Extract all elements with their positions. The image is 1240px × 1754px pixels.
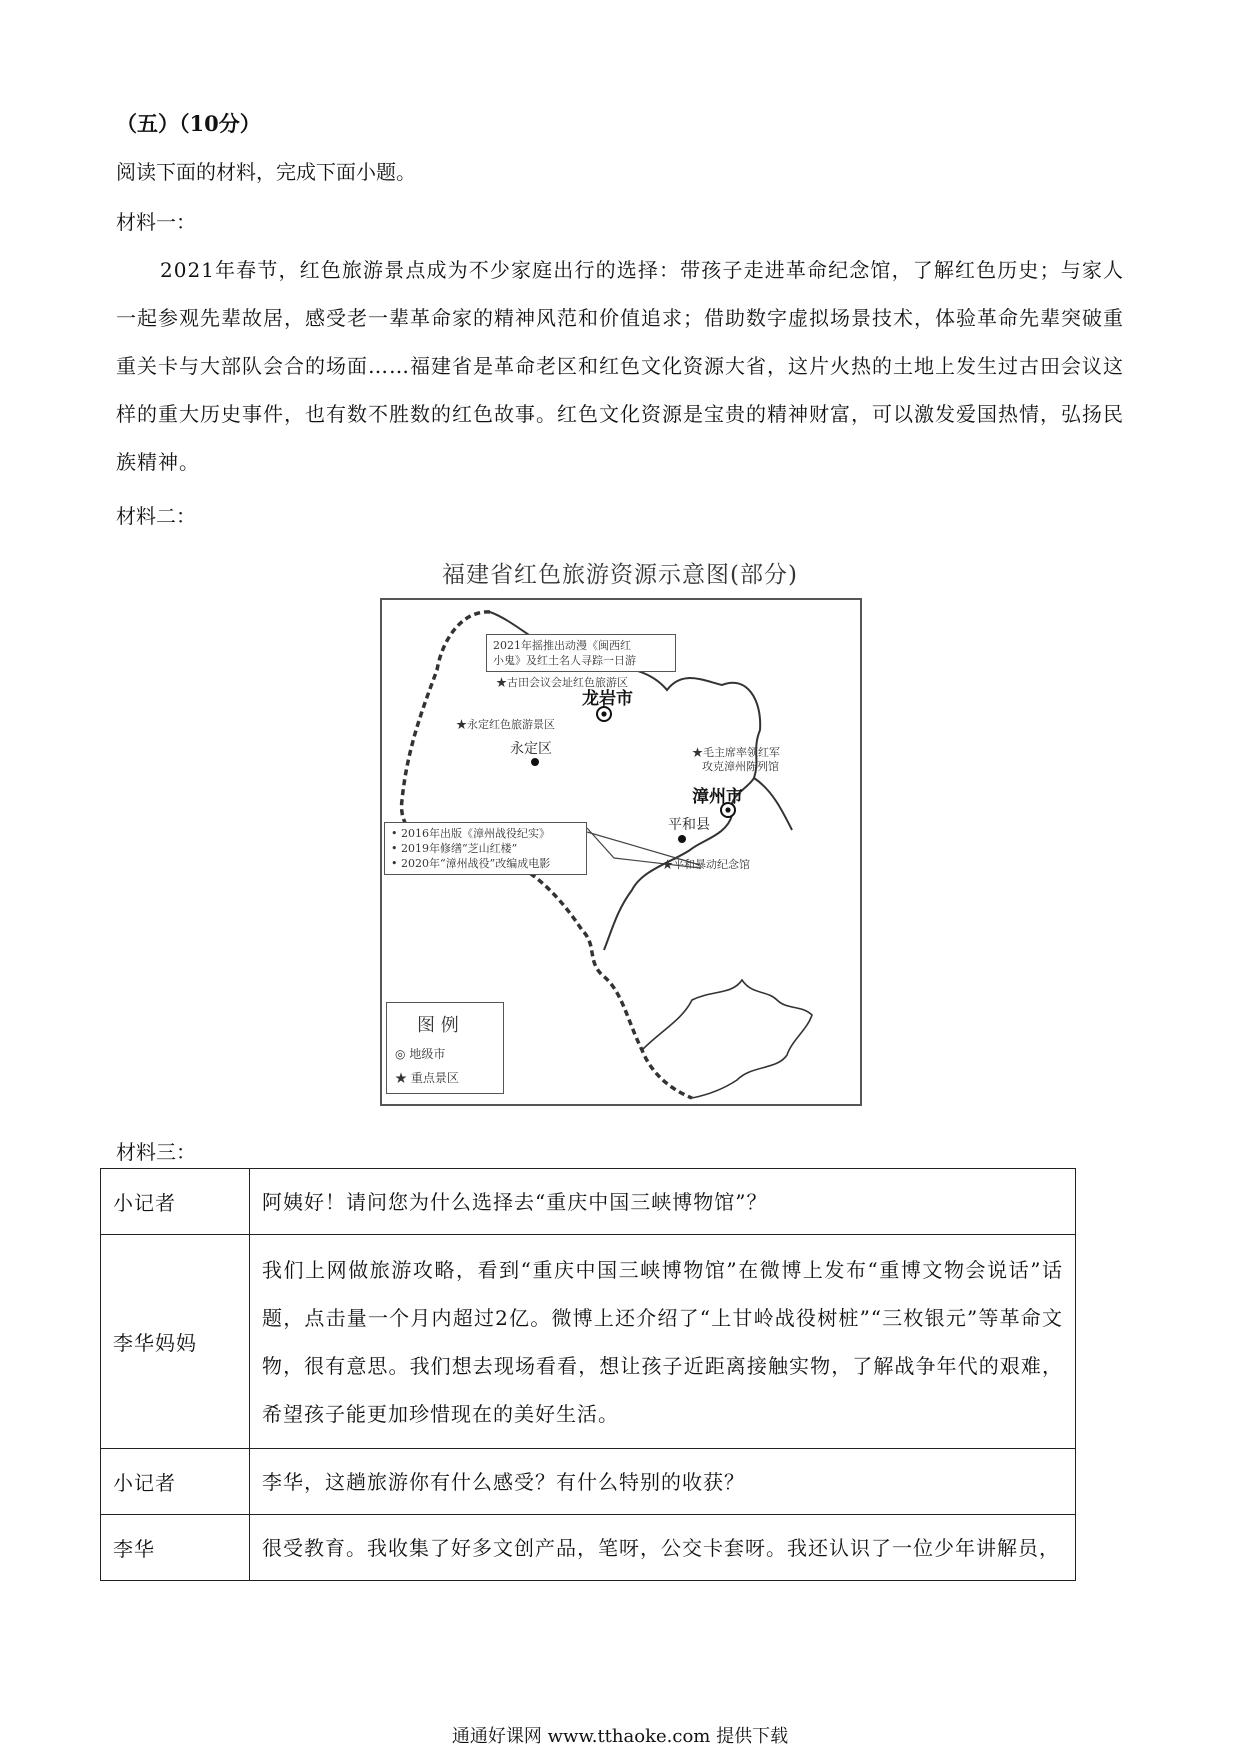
material2-label: 材料二：	[116, 504, 196, 528]
table-row	[101, 1235, 1076, 1449]
map-legend	[386, 1002, 504, 1094]
instruction: 阅读下面的材料，完成下面小题。	[116, 160, 416, 184]
speaker-cell: 小记者	[101, 1449, 250, 1515]
dialog-cell: 我们上网做旅游攻略，看到“重庆中国三峡博物馆”在微博上发布“重博文物会说话”话题，点击量一个月内超过2亿。微博上还介绍了“上甘岭战役树桩”“三枚银元”等革命文物，很有意思。我们想去现场看看，想让孩子近距离接触实物，了解战争年代的艰难，希望孩子能更加珍惜现在的美好生活。	[250, 1235, 1076, 1449]
material1-text: 2021年春节，红色旅游景点成为不少家庭出行的选择：带孩子走进革命纪念馆，了解红色历史；与家人一起参观先辈故居，感受老一辈革命家的精神风范和价值追求；借助数字虚拟场景技术，体验革命先辈突破重重关卡与大部队会合的场面……福建省是革命老区和红色文化资源大省，这片火热的土地上发生过古田会议这样的重大历史事件，也有数不胜数的红色故事。红色文化资源是宝贵的精神财富，可以激发爱国热情，弘扬民族精神。	[116, 258, 1124, 474]
speaker-cell: 小记者	[101, 1169, 250, 1235]
map-frame	[380, 598, 862, 1106]
city-zhangzhou: 漳州市	[692, 787, 743, 807]
callout-bottom	[384, 822, 587, 875]
table-row	[101, 1169, 1076, 1235]
coastline	[642, 980, 812, 1098]
city-marker-icon: ◎	[395, 1047, 406, 1061]
dialog-cell: 很受教育。我收集了好多文创产品，笔呀，公交卡套呀。我还认识了一位少年讲解员，	[250, 1515, 1076, 1581]
speaker-cell: 李华妈妈	[101, 1235, 250, 1449]
material1-label: 材料一：	[116, 210, 196, 234]
spot-maozhuxi: ★毛主席率领红军 攻克漳州陈列馆	[692, 746, 780, 773]
table-row	[101, 1449, 1076, 1515]
speaker-cell: 李华	[101, 1515, 250, 1581]
legend-city: ◎ 地级市	[395, 1047, 446, 1061]
spot-gutian: ★古田会议会址红色旅游区	[496, 676, 628, 689]
callout-top-line1: 2021年摇推出动漫《闽西红	[493, 639, 631, 652]
material3-label: 材料三：	[116, 1140, 196, 1164]
callout-bottom-line2: • 2019年修缮“芝山红楼”	[391, 842, 518, 855]
legend-title: 图 例	[417, 1015, 459, 1036]
spot-pinghe: ★平和暴动纪念馆	[662, 858, 750, 871]
dialog-cell: 阿姨好！请问您为什么选择去“重庆中国三峡博物馆”？	[250, 1169, 1076, 1235]
callout-bottom-line1: • 2016年出版《漳州战役纪实》	[391, 827, 550, 840]
district-yongding: 永定区	[510, 741, 552, 757]
dialog-cell: 李华，这趟旅游你有什么感受？有什么特别的收获？	[250, 1449, 1076, 1515]
section-title: （五）（10分）	[116, 111, 261, 136]
pinghe-dot	[678, 835, 686, 843]
table-row	[101, 1515, 1076, 1581]
interview-table	[100, 1168, 1076, 1581]
callout-bottom-line3: • 2020年“漳州战役”改编成电影	[391, 857, 551, 870]
city-longyan: 龙岩市	[582, 689, 633, 709]
star-icon: ★	[395, 1071, 408, 1085]
legend-spot: ★ 重点景区	[395, 1071, 459, 1085]
district-pinghe: 平和县	[668, 817, 710, 833]
yongding-dot	[531, 758, 539, 766]
spot-yongding: ★永定红色旅游景区	[456, 718, 555, 731]
callout-top-line2: 小鬼》及红土名人寻踪一日游	[493, 654, 636, 667]
callout-top	[486, 634, 676, 672]
map-title: 福建省红色旅游资源示意图(部分)	[442, 562, 798, 588]
footer: 通通好课网 www.tthaoke.com 提供下载	[451, 1726, 789, 1747]
